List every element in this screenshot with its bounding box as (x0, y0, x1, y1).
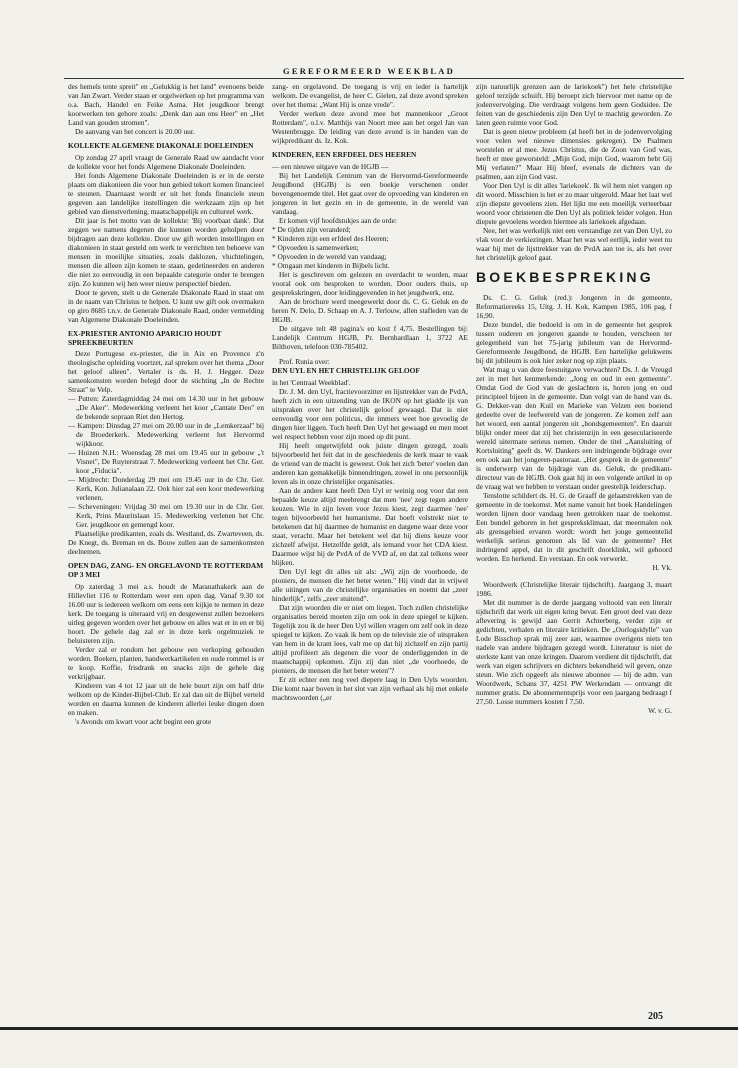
list-item: * Opvoeden in de wereld van vandaag; (272, 251, 387, 261)
section-heading-boekbespreking: BOEKBESPREKING (476, 269, 654, 285)
subheading: in het 'Centraal Weekblad'. (272, 377, 351, 387)
paragraph: Dit jaar is het motto van de kollekte: 'Bij voorbaat dank'. Dat zeggen we namens degenen die kunnen worden geholpen door bijdragen aan deze kollekte. Door uw gift worden instellingen en diakonieen in staat gesteld om werk te verrichten ten behoeve van mensen in moeilijke situaties, zoals daklozen, vluchtelingen, mensen die alleen zijn komen te staan, gedetineerden en anderen die niet zo eenvoudig in een bepaalde categorie onder te brengen zijn. Zo kunnen wij hen weer nieuw perspectief bieden. (68, 215, 264, 288)
list-item: — Scheveningen: Vrijdag 30 mei om 19.30 uur in de Chr. Ger. Kerk, Prins Mauritslaan 15. Medewerking verlenen het Chr. Ger. jeugdkoor en gemengd koor. (68, 502, 264, 530)
paragraph: Dr. J. M. den Uyl, fractievoorzitter en lijsttrekker van de PvdA, heeft zich in een uitzending van de IKON op het gladde ijs van uitspraken over het christelijk geloof gewaagd. Dat is niet eenvoudig voor een politicus, die immers weet hoe gevoelig de dingen hier liggen. Toch heeft Den Uyl het gewaagd en men moet wel respect hebben voor zijn moed op dit punt. (272, 386, 468, 441)
concert-start: De aanvang van het concert is 20.00 uur. (75, 127, 195, 136)
list-item: * Omgaan met kinderen in Bijbels licht. (272, 260, 390, 270)
paragraph: Den Uyl legt dit alles uit als: „Wij zijn de voorhoede, de pioniers, de mensen die het beter weten." Hij vindt dat in vrijwel alle uitingen van de christelijke organisaties en noemt dat „zeer hinderlijk", zelfs „zeer stuitend". (272, 566, 468, 603)
paragraph: Dat is geen nieuw probleem (al heeft het in de jodenvervolging voor velen wel nieuwe dimensies gekregen). De Psalmen worstelen er al mee. Jezus Christus, die de Zoon van God was, heeft er mee geworsteld: „Mijn God, mijn God, waarom hebt Gij Mij verlaten?" Maar Hij bleef, evenals de dichters van de psalmen, aan zijn God vast. (476, 127, 672, 181)
paragraph: Tenslotte schildert ds. H. G. de Graaff de gelaatstrekken van de gemeente in de toekomst. Met name vanuit het boek Handelingen worden lijnen door vandaag heen getrokken naar de toekomst. Een bundel geboren in het gespreksklimaat, dat meermalen ook als grensgebied ervaren wordt: wordt het jonge gemeentelid werkelijk serieus genomen als lid van de gemeente? Het indringend appel, dat in dit geschrift doorklinkt, wil gehoord worden. En herkend. En verstaan. En ook verwerkt. (476, 491, 672, 563)
heading-kinderen: KINDEREN, EEN ERFDEEL DES HEEREN (272, 150, 417, 159)
heading-kollekte: KOLLEKTE ALGEMENE DIAKONALE DOELEINDEN (68, 141, 254, 150)
heading-den-uyl: DEN UYL EN HET CHRISTELIJK GELOOF (272, 365, 420, 375)
paragraph: Bij het Landelijk Centrum van de Hervormd-Gereformeerde Jeugdbond (HGJB) is een boekje verschenen onder bovengenoemde titel. Het gaat over de opvoeding van kinderen en jongeren in het gezin en in de gemeente, in de wereld van vandaag. (272, 170, 468, 216)
paragraph: Wat mag u van deze feestuitgave verwachten? Ds. J. de Vreugd zet in met het kenmerkende: „Jong en oud in een gemeente". Omdat God de God van de geslachten is, horen jong en oud principieel bijeen in de gemeente. Dan volgt van de hand van ds. G. Dekker-van den Kuil en Marieke van Velzen een boeiend gedeelte over de leefwereld van de jongeren. Ze komen zelf aan het woord, een aantal jongeren uit „bondsgemeenten". En daaruit blijkt onder meer dat zij het christenzijn in een geseculariseerde wereld uitermate serieus nemen. Onder de titel „Aansluiting of Kortsluiting" geeft ds. W. Dankers een indringende bijdrage over een ook aan het jongeren-pastoraat. „Het gesprek in de gemeente" is onderwerp van de bijdrage van ds. Geluk, de predikant-directeur van de HGJB. Ook gaat hij in een volgende artikel in op de vraag wat we hebben te verstaan onder geestelijk leiderschap. (476, 365, 672, 491)
heading-priester: EX-PRIESTER ANTONIO APARICIO HOUDT SPREEKBEURTEN (68, 328, 222, 347)
paragraph: Op zaterdag 3 mei a.s. houdt de Maranathakerk aan de Hillevliet 116 te Rotterdam weer een open dag. Vanaf 9.30 tot 16.00 uur is iedereen welkom om eens een kijkje te nemen in deze kerk. De toegang is uiteraard vrij en desgewenst zullen bezoekers uitleg gegeven worden over het gebouw en alles wat er in en er bij hoort. De gehele dag zal er in deze kerk orgelmuziek te beluisteren zijn. (68, 581, 264, 645)
list-item: — Huizen N.H.: Woensdag 28 mei om 19.45 uur in gebouw „'t Visnet", De Ruyterstraat 7. Medewerking verleent het Chr. Ger. koor „Fiducia". (68, 448, 264, 476)
subheading: — een nieuwe uitgave van de HGJB — (272, 161, 389, 171)
book-title: Ds. C. G. Geluk (red.): Jongeren in de gemeente, Reformatiereeks 15, Uitg. J. H. Kok, Kampen 1985, 106 pag. f 16,90. (476, 293, 672, 320)
chapter-list (272, 225, 468, 270)
column-3 (476, 82, 672, 987)
concert-intro: des hemels tente spreit" en „Gelukkig is het land" evenoens beide van Jan Zwart. Verder staan er orgelwerken op het programma van o.a. Bach, Handel en Feike Asma. Het jeugdkoor brengt koorwerken ten gehore zoals: „Denk dan aan ons Heer" en „Het Land van gouden stromen". (68, 82, 264, 127)
paragraph: Nee, het was werkelijk niet een verstandige zet van Den Uyl, zo vlak voor de verkiezingen. Maar het was wel eerlijk, ieder weet nu waar hij met de lijsttrekker van de PvdA aan toe is, als het over het christelijk geloof gaat. (476, 226, 672, 262)
paragraph: Door te geven, stelt u de Generale Diakonale Raad in staat om in de naam van Christus te helpen. U kunt uw gift ook overmaken op giro 8685 t.n.v. de Generale Diakonale Raad, onder vermelding van Algemene Diakonale Doeleinden. (68, 287, 264, 324)
list-item: — Kampen: Dinsdag 27 mei om 20.00 uur in de „Lemkerzaal" bij de Broederkerk. Medewerking verleent het Hervormd wijkkoor. (68, 421, 264, 449)
list-item: — Putten: Zaterdagmiddag 24 mei om 14.30 uur in het gebouw „De Aker". Medewerking verleent het koor „Cantate Deo" en de bekende sopraan Riet den Hertog. (68, 394, 264, 422)
paragraph: Deze bundel, die bedoeld is om in de gemeente het gesprek tussen ouderen en jongeren gaande te houden, verscheen ter gelegenheid van het 75-jarig jubileum van de Hervormd-Gereformeerde Jeugdbond, de HGJB. Een hartelijke gelukwens bij dit jubileum is ook hier zeker nog op zijn plaats. (476, 320, 672, 365)
page-number: 205 (648, 1011, 663, 1022)
paragraph: Kinderen van 4 tot 12 jaar uit de hele buurt zijn om half drie welkom op de Kinder-Bijbel-Club. Er zal dan uit de Bijbel verteld worden en daarna kunnen de kinderen allerlei leuke dingen doen en maken. (68, 680, 264, 717)
signature: W. v. G. (648, 706, 672, 715)
paragraph: 's Avonds om kwart voor acht begint een grote (75, 716, 212, 726)
column-2 (272, 82, 468, 987)
paragraph: Het is geschreven om gelezen en overdacht te worden, maar vooral ook om besproken te worden. Door ouders thuis, op gesprekskringen, door leidinggevenden in het jeugdwerk, enz. (272, 269, 468, 297)
paragraph: Er komen vijf hoofdstukjes aan de orde: (279, 215, 397, 225)
list-item: * De tijden zijn veranderd; (272, 224, 351, 234)
list-item: — Mijdrecht: Donderdag 29 mei om 19.45 uur in de Chr. Ger. Kerk, Kon. Julianalaan 22. Ook hier zal een koor medewerking verlenen. (68, 475, 264, 503)
paragraph: Verder zal er rondom het gebouw een verkoping gehouden worden. Boeken, planten, handwerkartikelen en oude rommel is er te koop. Koffie, frisdrank en snacks zijn de gehele dag verkrijgbaar. (68, 644, 264, 681)
paragraph: Het fonds Algemene Diakonale Doeleinden is er in de eerste plaats om diakonieen die voor hun gebied tekort komen financieel te steunen. Daarnaast wordt er uit het fonds financiele steun gegeven aan landelijke instellingen die werkzaam zijn op het gebied van dienstverlening, maatschappelijk en cultureel werk. (68, 170, 264, 216)
paragraph: Voor Den Uyl is dit alles 'lariekoek'. Ik wil hem niet vangen op dit woord. Misschien is het er zo maar uitgerold. Maar het laat wel zijn diepste gevoelens zien. Het lijkt me een moeilijk verteerbaar woord voor christenen die Den Uyl als politiek leider volgen. Hun diepste gevoelens worden hiermee als lariekoek afgedaan. (476, 181, 672, 226)
running-head: GEREFORMEERD WEEKBLAD (283, 66, 455, 76)
paragraph: Dat zijn woorden die er niet om liegen. Toch zullen christelijke organisaties bereid moeten zijn om ook in deze spiegel te kijken. Tegelijk zou ik de heer Den Uyl willen vragen om zelf ook in deze spiegel te kijken. Zo vaak ik hem op de televisie zie of uitspraken van hem in de krant lees, valt me op dat hij zichzelf en zijn partij altijd profileert als degenen die voor de onderliggenden in de maatschappij opkomen. Zijn zij dan niet „de voorhoede, de pioniers, de mensen die het beter weten"? (272, 602, 468, 675)
paragraph: zang- en orgelavond. De toegang is vrij en ieder is hartelijk welkom. De evangelist, de heer C. Gielen, zal deze avond spreken over het thema: „Want Hij is onze vrede". (272, 82, 468, 109)
paragraph: Aan de andere kant heeft Den Uyl er weinig oog voor dat een bepaalde keuze altijd meebrengt dat men 'nee' zegt tegen andere keuzen. Wie in zijn leven voor Jezus kiest, zegt daarmee 'nee' tegen bijvoorbeeld het humanisme. Dat hoeft volstrekt niet te betekenen dat hij daarmee de humanist en datgene waar deze voor staat, veracht. Maar het betekent wel dat hij diens keuze voor zichzelf afwijst. Hetzelfde geldt, als iemand voor het CDA kiest. Daarmee wijst hij de PvdA of de VVD af, en dat zal telkens weer blijken. (272, 485, 468, 567)
kicker: Prof. Runia over: (279, 356, 330, 366)
bottom-rule (0, 1027, 738, 1030)
paragraph: Deze Portugese ex-priester, die in Aix en Provence z'n theologische opleiding voortzet, zal spreken over het thema „Door het geloof alleen". Vertaler is ds. H. J. Hegger. Deze samenkomsten worden belegd door de stichting „In de Rechte Straat" te Velp. (68, 349, 264, 395)
paragraph: Verder werken deze avond mee het mannenkoor „Groot Rotterdam", o.l.v. Matthijs van Noort mee aan het orgel Jan van Westenbrugge. De leiding van deze avond is in handen van de wijkpredikant ds. Iz. Kok. (272, 109, 468, 145)
paragraph: De uitgave telt 48 pagina's en kost f 4,75. Bestellingen bij: Landelijk Centrum HGJB, Pr. Bernhardlaan 1, 3722 AE Bilthoven, telefoon 030-785402. (272, 323, 468, 351)
column-1 (68, 82, 264, 987)
paragraph: Met dit nummer is de derde jaargang voltooid van een literair tijdschrift dat werk uit eigen kring bevat. Een groot deel van deze aflevering is gewijd aan Gerrit Achterberg, verder zijn er gedichten, verhalen en literaire kritieken. De „Oorlogsidylle" van Lode Bisschop sprak mij zeer aan, waarmee overigens niets ten nadele van andere bijdragen gezegd wordt. Literatuur is niet de sterkste kant van onze kringen. Daarom verdient dit tijdschrift, dat werk van eigen schrijvers en dichters bekendheid wil geven, onze steun. Wie zich opgeeft als nieuwe abonnee — bij de adm. van Woordwerk, Schans 37, 4251 PW Werkendam — ontvangt dit nummer gratis. De abonnementsprijs voor een jaargang bedraagt f 27,50. Losse nummers kosten f 7,50. (476, 598, 672, 706)
paragraph: Op zondag 27 april vraagt de Generale Raad uw aandacht voor de kollekte voor het fonds Algemene Diakonale Doeleinden. (68, 152, 264, 171)
paragraph: Aan de brochure werd meegewerkt door ds. C. G. Geluk en de heren N. Delo, D. Schaap en A. J. Terlouw, allen stafleden van de HGJB. (272, 296, 468, 324)
meeting-list (68, 394, 264, 529)
paragraph: Hij heeft ongetwijfeld ook juiste dingen gezegd, zoals bijvoorbeeld het feit dat in de geschiedenis de kerk maar te vaak de vriend van de macht is geweest. Ook het zich 'beter' voelen dan anderen kan gemakkelijk binnendringen, zowel in ons persoonlijk leven als in onze christelijke organisaties. (272, 440, 468, 486)
paragraph: zijn natuurlijk grenzen aan de lariekoek") het hele christelijke geloof terzijde schuift. Hij beroept zich hiervoor met name op de jodenvervolging. Die verdraagt volgens hem geen Godsidee. De feiten van de geschiedenis zijn Den Uyl te machtig geworden. Ze laten geen ruimte voor God. (476, 82, 672, 127)
paragraph: Plaatselijke predikanten, zoals ds. Westland, ds. Zwarteveen, ds. De Knegt, ds. Breman en ds. Bouw zullen aan de samenkomsten deelnemen. (68, 529, 264, 557)
heading-open-dag: OPEN DAG, ZANG- EN ORGELAVOND TE ROTTERDAM OP 3 MEI (68, 561, 264, 580)
header-rule (64, 78, 684, 79)
list-item: * Opvoeden is samenwerken; (272, 242, 359, 252)
list-item: * Kinderen zijn een erfdeel des Heeren; (272, 233, 389, 243)
signature: H. Vk. (652, 563, 672, 572)
paragraph: Er zit echter een nog veel diepere laag in Den Uyls woorden. Die komt naar boven in het slot van zijn verhaal als hij met enkele machtswoorden („er (272, 674, 468, 702)
book-title: Woordwerk (Christelijke literair tijdschrift). Jaargang 3, maart 1986. (476, 580, 672, 598)
